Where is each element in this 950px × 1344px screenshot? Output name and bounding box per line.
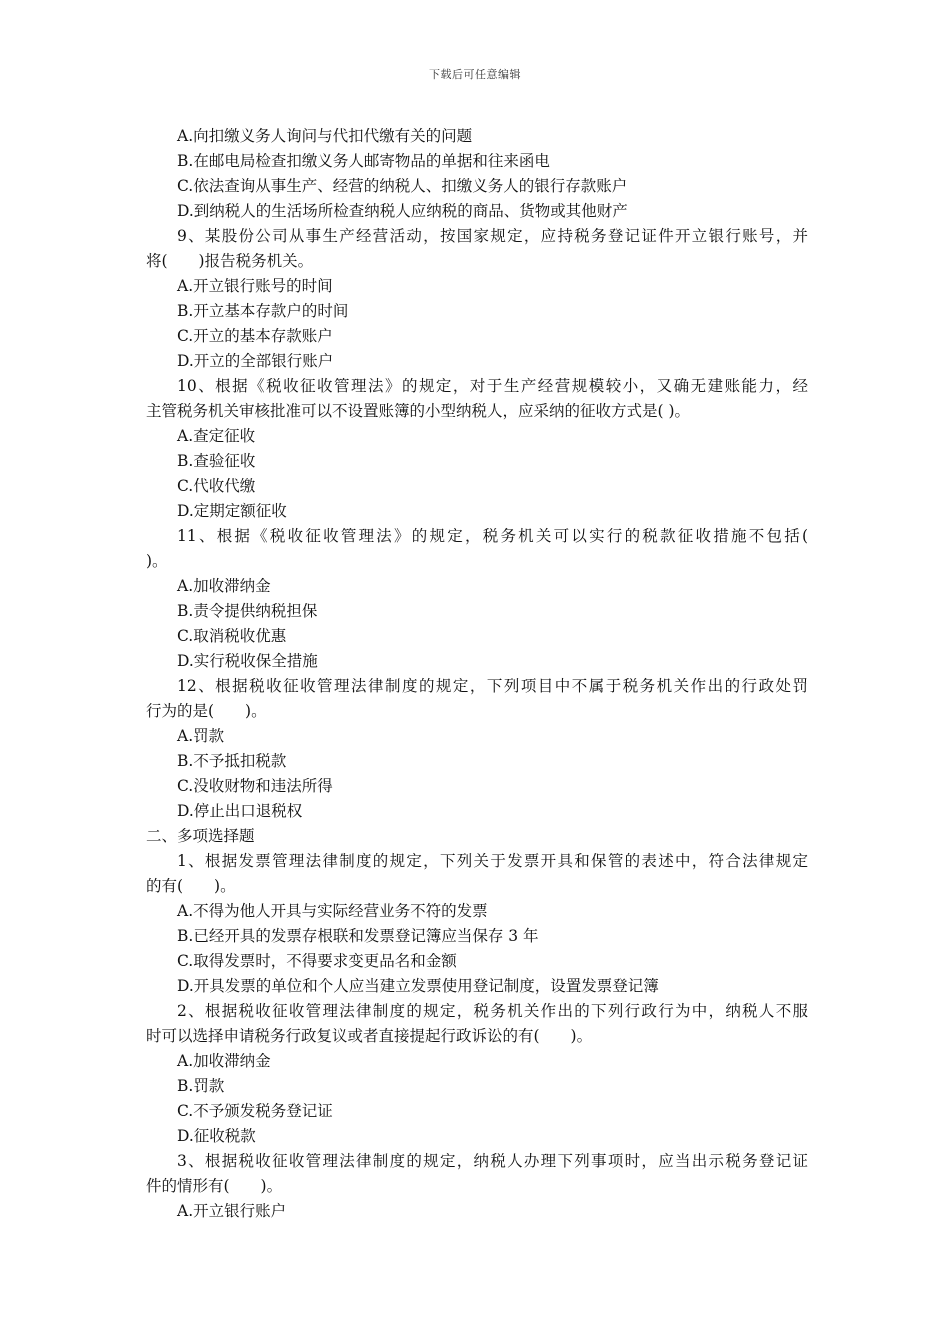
answer-option: C.代收代缴 (177, 477, 256, 495)
document-body (146, 124, 808, 1224)
question-text-continued: 的有( )。 (146, 877, 236, 895)
answer-option: A.向扣缴义务人询问与代扣代缴有关的问题 (177, 127, 473, 145)
question-text-continued: 行为的是( )。 (146, 702, 267, 720)
answer-option: A.开立银行账号的时间 (177, 277, 333, 295)
question-text: 2、根据税收征收管理法律制度的规定，税务机关作出的下列行政行为中，纳税人不服 (177, 1002, 808, 1020)
answer-option: C.不予颁发税务登记证 (177, 1102, 333, 1120)
answer-option: C.没收财物和违法所得 (177, 777, 333, 795)
question-text-continued: )。 (146, 552, 168, 570)
answer-option: B.开立基本存款户的时间 (177, 302, 349, 320)
question-text: 3、根据税收征收管理法律制度的规定，纳税人办理下列事项时，应当出示税务登记证 (177, 1152, 808, 1170)
question-text: 10、根据《税收征收管理法》的规定，对于生产经营规模较小，又确无建账能力，经 (177, 377, 808, 395)
answer-option: C.依法查询从事生产、经营的纳税人、扣缴义务人的银行存款账户 (177, 177, 628, 195)
answer-option: A.开立银行账户 (177, 1202, 287, 1220)
question-text-continued: 主管税务机关审核批准可以不设置账簿的小型纳税人，应采纳的征收方式是( )。 (146, 402, 691, 420)
answer-option: B.不予抵扣税款 (177, 752, 287, 770)
answer-option: B.责令提供纳税担保 (177, 602, 318, 620)
answer-option: D.停止出口退税权 (177, 802, 303, 820)
answer-option: A.加收滞纳金 (177, 1052, 271, 1070)
answer-option: C.取消税收优惠 (177, 627, 287, 645)
question-text-continued: 将( )报告税务机关。 (146, 252, 314, 270)
answer-option: C.开立的基本存款账户 (177, 327, 333, 345)
question-text: 9、某股份公司从事生产经营活动，按国家规定，应持税务登记证件开立银行账号，并 (177, 227, 808, 245)
question-text: 1、根据发票管理法律制度的规定，下列关于发票开具和保管的表述中，符合法律规定 (177, 852, 808, 870)
answer-option: A.不得为他人开具与实际经营业务不符的发票 (177, 902, 488, 920)
answer-option: B.在邮电局检查扣缴义务人邮寄物品的单据和往来函电 (177, 152, 550, 170)
answer-option: C.取得发票时，不得要求变更品名和金额 (177, 952, 457, 970)
answer-option: B.已经开具的发票存根联和发票登记簿应当保存 3 年 (177, 927, 539, 945)
answer-option: D.定期定额征收 (177, 502, 287, 520)
answer-option: D.到纳税人的生活场所检查纳税人应纳税的商品、货物或其他财产 (177, 202, 628, 220)
answer-option: B.查验征收 (177, 452, 256, 470)
answer-option: A.查定征收 (177, 427, 256, 445)
question-text-continued: 时可以选择申请税务行政复议或者直接提起行政诉讼的有( )。 (146, 1027, 593, 1045)
question-text: 12、根据税收征收管理法律制度的规定，下列项目中不属于税务机关作出的行政处罚 (177, 677, 808, 695)
answer-option: A.加收滞纳金 (177, 577, 271, 595)
answer-option: D.开立的全部银行账户 (177, 352, 334, 370)
question-text: 11、根据《税收征收管理法》的规定，税务机关可以实行的税款征收措施不包括( (177, 527, 808, 545)
answer-option: D.开具发票的单位和个人应当建立发票使用登记制度，设置发票登记簿 (177, 977, 659, 995)
answer-option: D.征收税款 (177, 1127, 256, 1145)
page-header: 下载后可任意编辑 (429, 68, 521, 81)
answer-option: D.实行税收保全措施 (177, 652, 318, 670)
answer-option: A.罚款 (177, 727, 225, 745)
question-text-continued: 件的情形有( )。 (146, 1177, 283, 1195)
section-heading: 二、多项选择题 (146, 827, 255, 845)
answer-option: B.罚款 (177, 1077, 225, 1095)
